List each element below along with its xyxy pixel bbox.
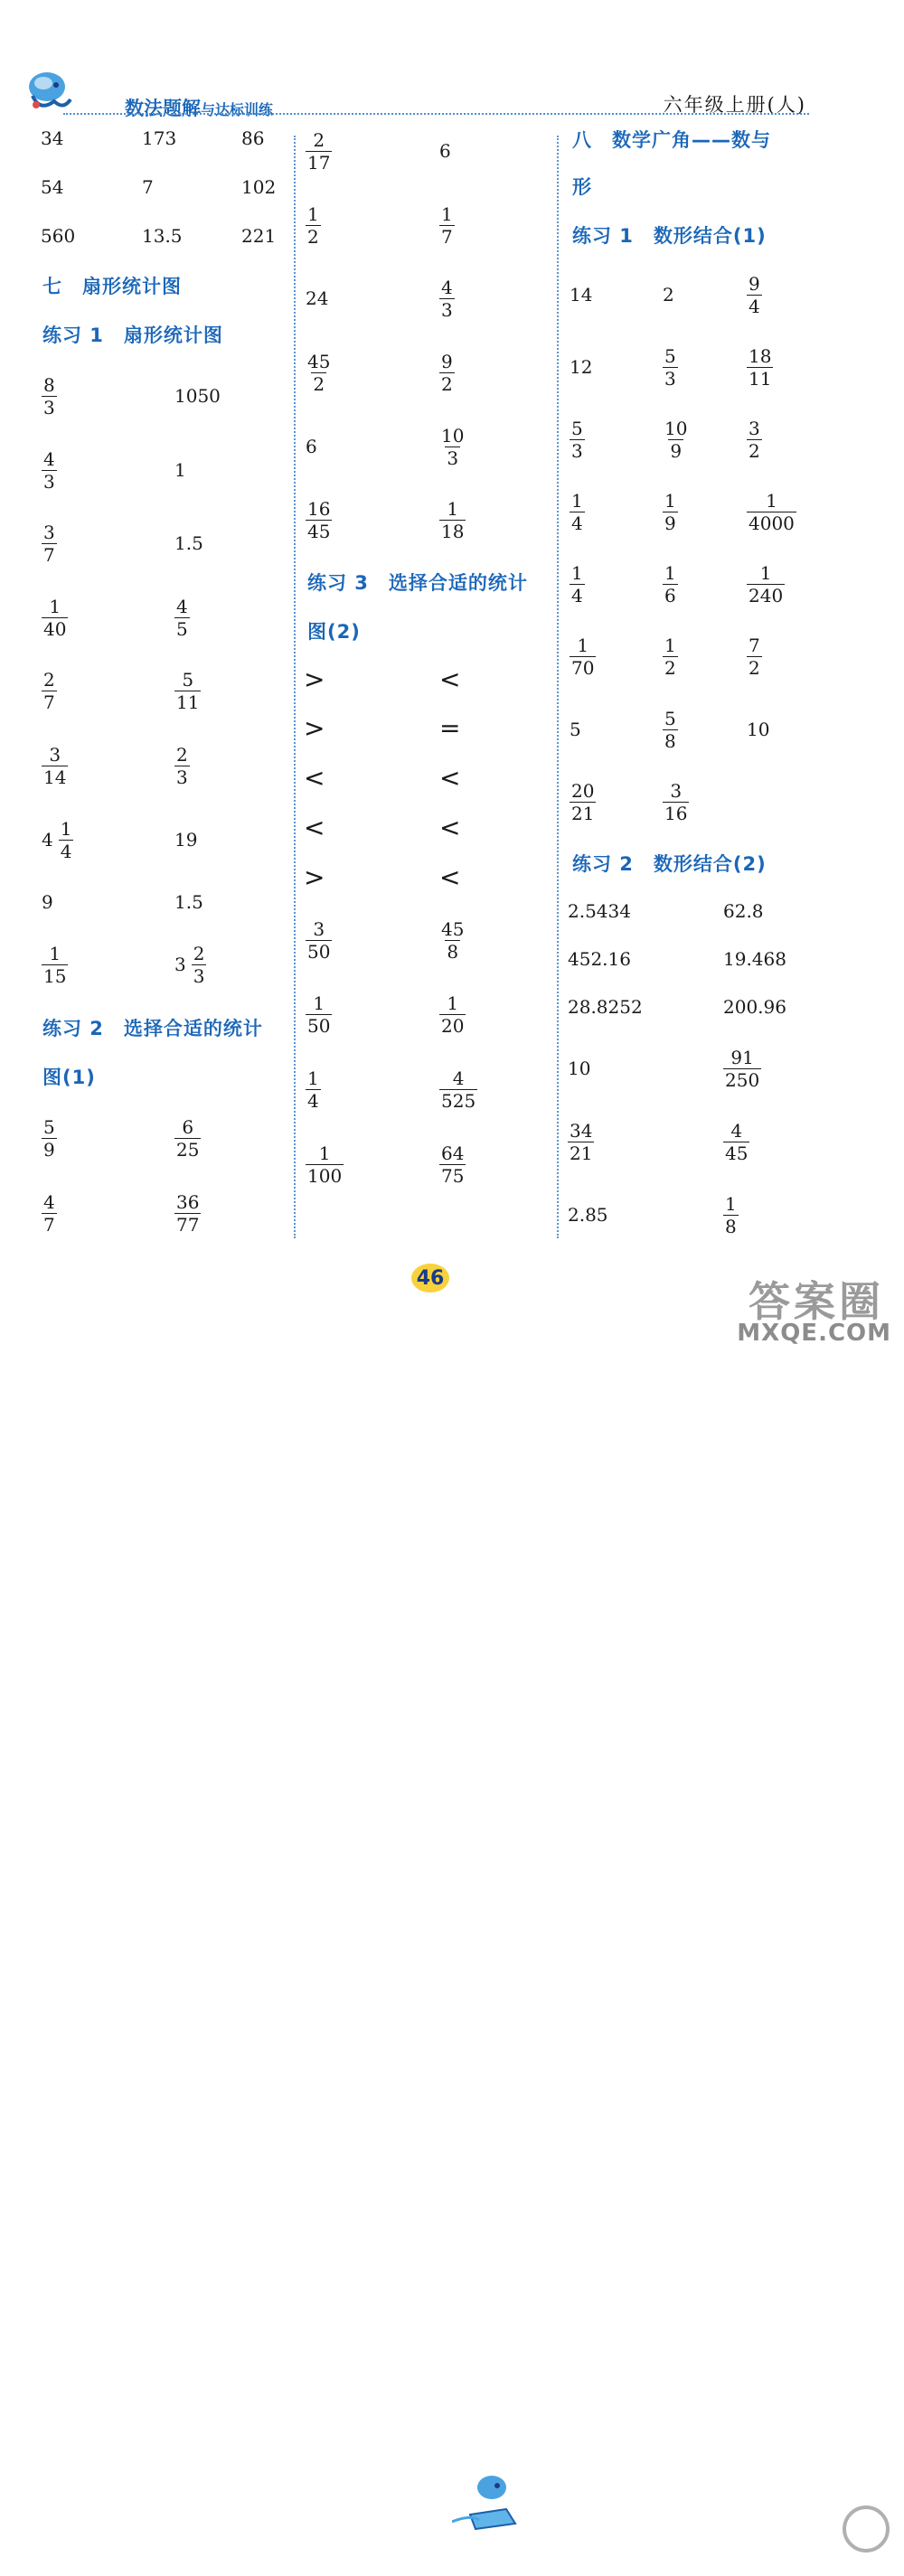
answer-fraction [747,636,762,677]
answer-value: 1.5 [174,532,203,554]
section-heading: 八 数学广角——数与 [572,129,771,151]
numerator: 2 [43,668,55,691]
numerator: 4 [441,276,453,298]
denominator: 4000 [749,512,795,534]
answer-value: 221 [241,225,277,247]
denominator: 11 [749,367,772,390]
answer-fraction [306,202,321,248]
whole-part: 4 [42,829,53,851]
numerator: 2 [193,942,205,964]
numerator: 5 [43,1115,55,1138]
header-divider [63,113,809,115]
denominator: 70 [571,656,595,679]
answer-fraction [747,419,762,460]
answer-value: 560 [41,225,76,247]
numerator: 5 [664,344,676,367]
numerator: 5 [664,707,676,729]
answer-value: 14 [570,284,593,306]
section-heading: 形 [572,176,592,198]
answer-value: 62.8 [723,900,764,922]
answer-value: 1.5 [174,891,203,913]
denominator: 50 [307,1014,331,1037]
numerator: 1 [664,489,676,512]
answer-fraction [174,597,190,638]
denominator: 18 [441,520,465,542]
answer-value: 86 [241,127,265,149]
numerator: 3 [43,521,55,543]
denominator: 2 [664,656,676,679]
denominator: 77 [176,1213,200,1236]
denominator: 8 [725,1215,737,1237]
denominator: 6 [664,584,676,606]
comparison-symbol: = [439,713,461,743]
numerator: 3 [749,417,760,439]
denominator: 21 [571,802,595,824]
denominator: 40 [43,617,67,640]
watermark-text: 答案圈 [749,1277,884,1326]
denominator: 2 [307,225,319,248]
answer-value: 2.5434 [568,900,631,922]
denominator: 4 [60,840,72,862]
denominator: 3 [193,964,205,987]
denominator: 7 [441,225,453,248]
section-heading: 练习 1 扇形统计图 [42,324,223,346]
numerator: 1 [313,992,325,1014]
denominator: 8 [664,729,676,752]
denominator: 3 [571,439,583,462]
numerator: 16 [307,497,331,520]
denominator: 7 [43,543,55,566]
answer-fraction [570,636,596,677]
answer-fraction [747,489,796,534]
denominator: 100 [307,1164,343,1187]
numerator: 10 [441,424,465,447]
numerator: 3 [670,779,683,802]
answer-fraction [306,1069,321,1110]
answer-fraction [723,1119,749,1164]
answer-value: 34 [41,127,64,149]
denominator: 4 [571,584,583,606]
column-divider [294,136,296,1238]
answer-fraction [42,373,57,418]
denominator: 9 [670,439,683,462]
numerator: 1 [447,497,459,520]
answer-fraction [42,942,68,987]
numerator: 36 [176,1190,200,1213]
numerator: 5 [571,417,583,439]
answer-value: 200.96 [723,996,786,1018]
answer-mixed-number [174,942,206,987]
denominator: 25 [176,1138,200,1161]
denominator: 4 [571,512,583,534]
denominator: 17 [307,151,331,174]
answer-fraction [306,1144,344,1185]
numerator: 1 [571,489,583,512]
answer-value: 6 [306,436,317,457]
answer-fraction [174,743,190,788]
answer-fraction [42,597,68,638]
answer-value: 19.468 [723,948,786,970]
numerator: 6 [182,1115,194,1138]
answer-fraction [663,707,678,752]
numerator: 10 [664,417,688,439]
numerator: 1 [664,561,676,584]
denominator: 45 [307,520,331,542]
denominator: 11 [176,691,200,713]
denominator: 3 [447,447,459,469]
mascot-logo-icon [20,65,83,118]
denominator: 20 [441,1014,465,1037]
numerator: 18 [749,344,772,367]
denominator: 2 [313,372,325,395]
answer-mixed-number [42,817,73,862]
section-heading: 练习 3 选择合适的统计 [307,572,528,594]
book-title: 数法题解与达标训练 [125,98,274,119]
answer-value: 28.8252 [568,996,643,1018]
denominator: 3 [43,470,55,493]
comparison-symbol: > [304,713,325,743]
numerator: 5 [182,668,194,691]
denominator: 9 [43,1138,55,1161]
answer-fraction [570,779,596,824]
page-header [0,0,904,127]
numerator: 4 [43,1190,55,1213]
answer-fraction [439,278,455,319]
answer-value: 2.85 [568,1204,608,1226]
denominator: 240 [749,584,784,606]
answer-value: 9 [42,891,53,913]
section-heading: 图(1) [42,1067,96,1088]
answer-value: 19 [174,829,198,851]
denominator: 4 [307,1089,319,1112]
watermark-seal-icon [703,2502,893,2576]
numerator: 1 [664,634,676,656]
denominator: 45 [725,1142,749,1164]
answer-fraction [439,1144,466,1185]
denominator: 2 [749,656,760,679]
comparison-symbol: < [439,664,461,694]
numerator: 1 [571,561,583,584]
answer-value: 12 [570,356,593,378]
comparison-symbol: < [304,813,325,842]
numerator: 34 [570,1119,593,1142]
answer-fraction [663,344,678,390]
numerator: 1 [577,634,589,656]
answer-fraction [663,779,689,824]
denominator: 50 [307,940,331,963]
answer-fraction [306,917,332,963]
comparison-symbol: < [304,763,325,793]
answer-fraction [42,743,68,788]
numerator: 9 [441,350,453,372]
answer-value: 1050 [174,385,221,407]
numerator: 1 [318,1142,331,1164]
numerator: 2 [176,743,188,766]
numerator: 1 [49,595,61,617]
numerator: 9 [749,272,760,295]
answer-fraction [439,424,466,469]
answer-fraction [663,561,678,606]
numerator: 1 [725,1192,737,1215]
answer-fraction [663,419,689,460]
section-heading: 图(2) [307,621,361,643]
answer-fraction [439,202,455,248]
answer-fraction [747,272,762,317]
answer-fraction [42,523,57,564]
denominator: 5 [176,617,188,640]
numerator: 2 [313,128,325,151]
denominator: 3 [43,396,55,418]
numerator: 1 [60,817,72,840]
numerator: 3 [49,743,61,766]
denominator: 7 [43,1213,55,1236]
numerator: 64 [441,1142,465,1164]
answer-fraction [439,350,455,395]
answer-fraction [570,489,585,534]
answer-fraction [306,350,332,395]
denominator: 4 [749,295,760,317]
answer-fraction [747,561,785,606]
column-divider [557,136,559,1238]
answer-value: 6 [439,140,451,162]
answer-fraction [663,636,678,677]
numerator: 4 [176,595,188,617]
answer-fraction [174,1115,201,1161]
denominator: 75 [441,1164,465,1187]
grade-label: 六年级上册(人) [663,94,806,116]
answer-fraction [663,489,678,534]
answer-fraction [42,1190,57,1236]
numerator: 1 [759,561,772,584]
comparison-symbol: < [439,813,461,842]
answer-fraction [439,917,466,963]
answer-fraction [42,668,57,713]
answer-fraction [439,994,466,1035]
denominator: 3 [441,298,453,321]
answer-fraction [568,1119,594,1164]
section-heading: 七 扇形统计图 [42,276,182,297]
numerator: 1 [766,489,777,512]
numerator: 1 [307,1067,319,1089]
answer-value: 24 [306,287,329,309]
watermark-url: MXQE.COM [737,1320,891,1347]
answer-value: 5 [570,719,581,740]
answer-fraction [174,668,201,713]
numerator: 1 [447,992,459,1014]
denominator: 3 [664,367,676,390]
denominator: 9 [664,512,676,534]
answer-fraction [747,344,773,390]
numerator: 8 [43,373,55,396]
denominator: 3 [176,766,188,788]
answer-value: 2 [663,284,674,306]
comparison-symbol: > [304,664,325,694]
denominator: 8 [447,940,459,963]
answer-fraction [570,561,585,606]
numerator: 1 [307,202,319,225]
numerator: 45 [307,350,331,372]
denominator: 7 [43,691,55,713]
answer-value: 10 [568,1058,591,1079]
numerator: 1 [441,202,453,225]
denominator: 21 [570,1142,593,1164]
numerator: 45 [441,917,465,940]
answer-value: 54 [41,176,64,198]
answer-fraction [174,1190,201,1236]
denominator: 2 [749,439,760,462]
reading-mascot-icon [452,2469,524,2533]
answer-fraction [570,419,585,460]
answer-fraction [439,1069,477,1110]
comparison-symbol: < [439,763,461,793]
answer-fraction [439,497,466,542]
denominator: 14 [43,766,67,788]
numerator: 91 [730,1046,754,1068]
denominator: 250 [725,1068,760,1091]
page-number: 46 [411,1264,449,1293]
comparison-symbol: < [439,862,461,892]
section-heading: 练习 1 数形结合(1) [572,225,767,247]
answer-value: 102 [241,176,277,198]
numerator: 1 [49,942,61,964]
answer-fraction [723,1048,761,1089]
answer-fraction [306,497,332,542]
answer-fraction [42,447,57,493]
numerator: 7 [749,634,760,656]
denominator: 16 [664,802,688,824]
numerator: 4 [730,1119,743,1142]
denominator: 2 [441,372,453,395]
comparison-symbol: > [304,862,325,892]
denominator: 15 [43,964,67,987]
answer-value: 13.5 [142,225,183,247]
section-heading: 练习 2 数形结合(2) [572,853,767,875]
answer-value: 173 [142,127,177,149]
denominator: 525 [441,1089,476,1112]
answer-value: 10 [747,719,770,740]
answer-fraction [42,1115,57,1161]
whole-part: 3 [174,954,186,975]
numerator: 4 [43,447,55,470]
answer-fraction [306,128,332,174]
section-heading: 练习 2 选择合适的统计 [42,1018,263,1039]
answer-value: 1 [174,459,186,481]
answer-value: 452.16 [568,948,631,970]
numerator: 20 [571,779,595,802]
answer-fraction [306,994,332,1035]
answer-value: 7 [142,176,154,198]
numerator: 3 [313,917,325,940]
numerator: 4 [452,1067,465,1089]
